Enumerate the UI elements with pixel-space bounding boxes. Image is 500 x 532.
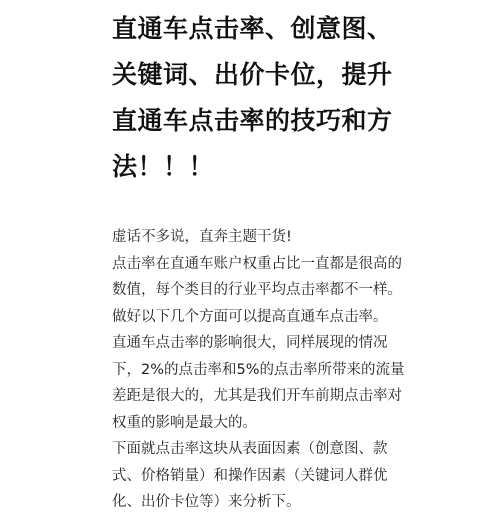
body-line: 化、出价卡位等）来分析下。 (112, 494, 301, 510)
article-title (112, 0, 442, 190)
title-line: 直通车点击率、创意图、 (112, 14, 393, 43)
title-line: 关键词、出价卡位，提升 (112, 60, 393, 89)
body-line: 权重的影响是最大的。 (112, 414, 257, 431)
body-line: 点击率在直通车账户权重占比一直都是很高的 (112, 255, 402, 272)
body-line: 虚话不多说，直奔主题干货! (112, 229, 292, 245)
title-line: 法！！！ (112, 152, 215, 181)
body-line: 数值，每个类目的行业平均点击率都不一样。 (112, 282, 402, 298)
body-line: 做好以下几个方面可以提高直通车点击率。 (112, 308, 388, 325)
title-line: 直通车点击率的技巧和方 (112, 106, 393, 135)
body-line: 差距是很大的，尤其是我们开车前期点击率对 (112, 388, 402, 404)
body-line: 下面就点击率这块从表面因素（创意图、款 (112, 441, 388, 457)
body-line: 下，2%的点击率和5%的点击率所带来的流量 (112, 361, 405, 378)
article-body (112, 224, 442, 516)
article (112, 0, 442, 516)
body-line: 直通车点击率的影响很大，同样展现的情况 (112, 335, 388, 351)
body-line: 式、价格销量）和操作因素（关键词人群优 (112, 467, 388, 484)
